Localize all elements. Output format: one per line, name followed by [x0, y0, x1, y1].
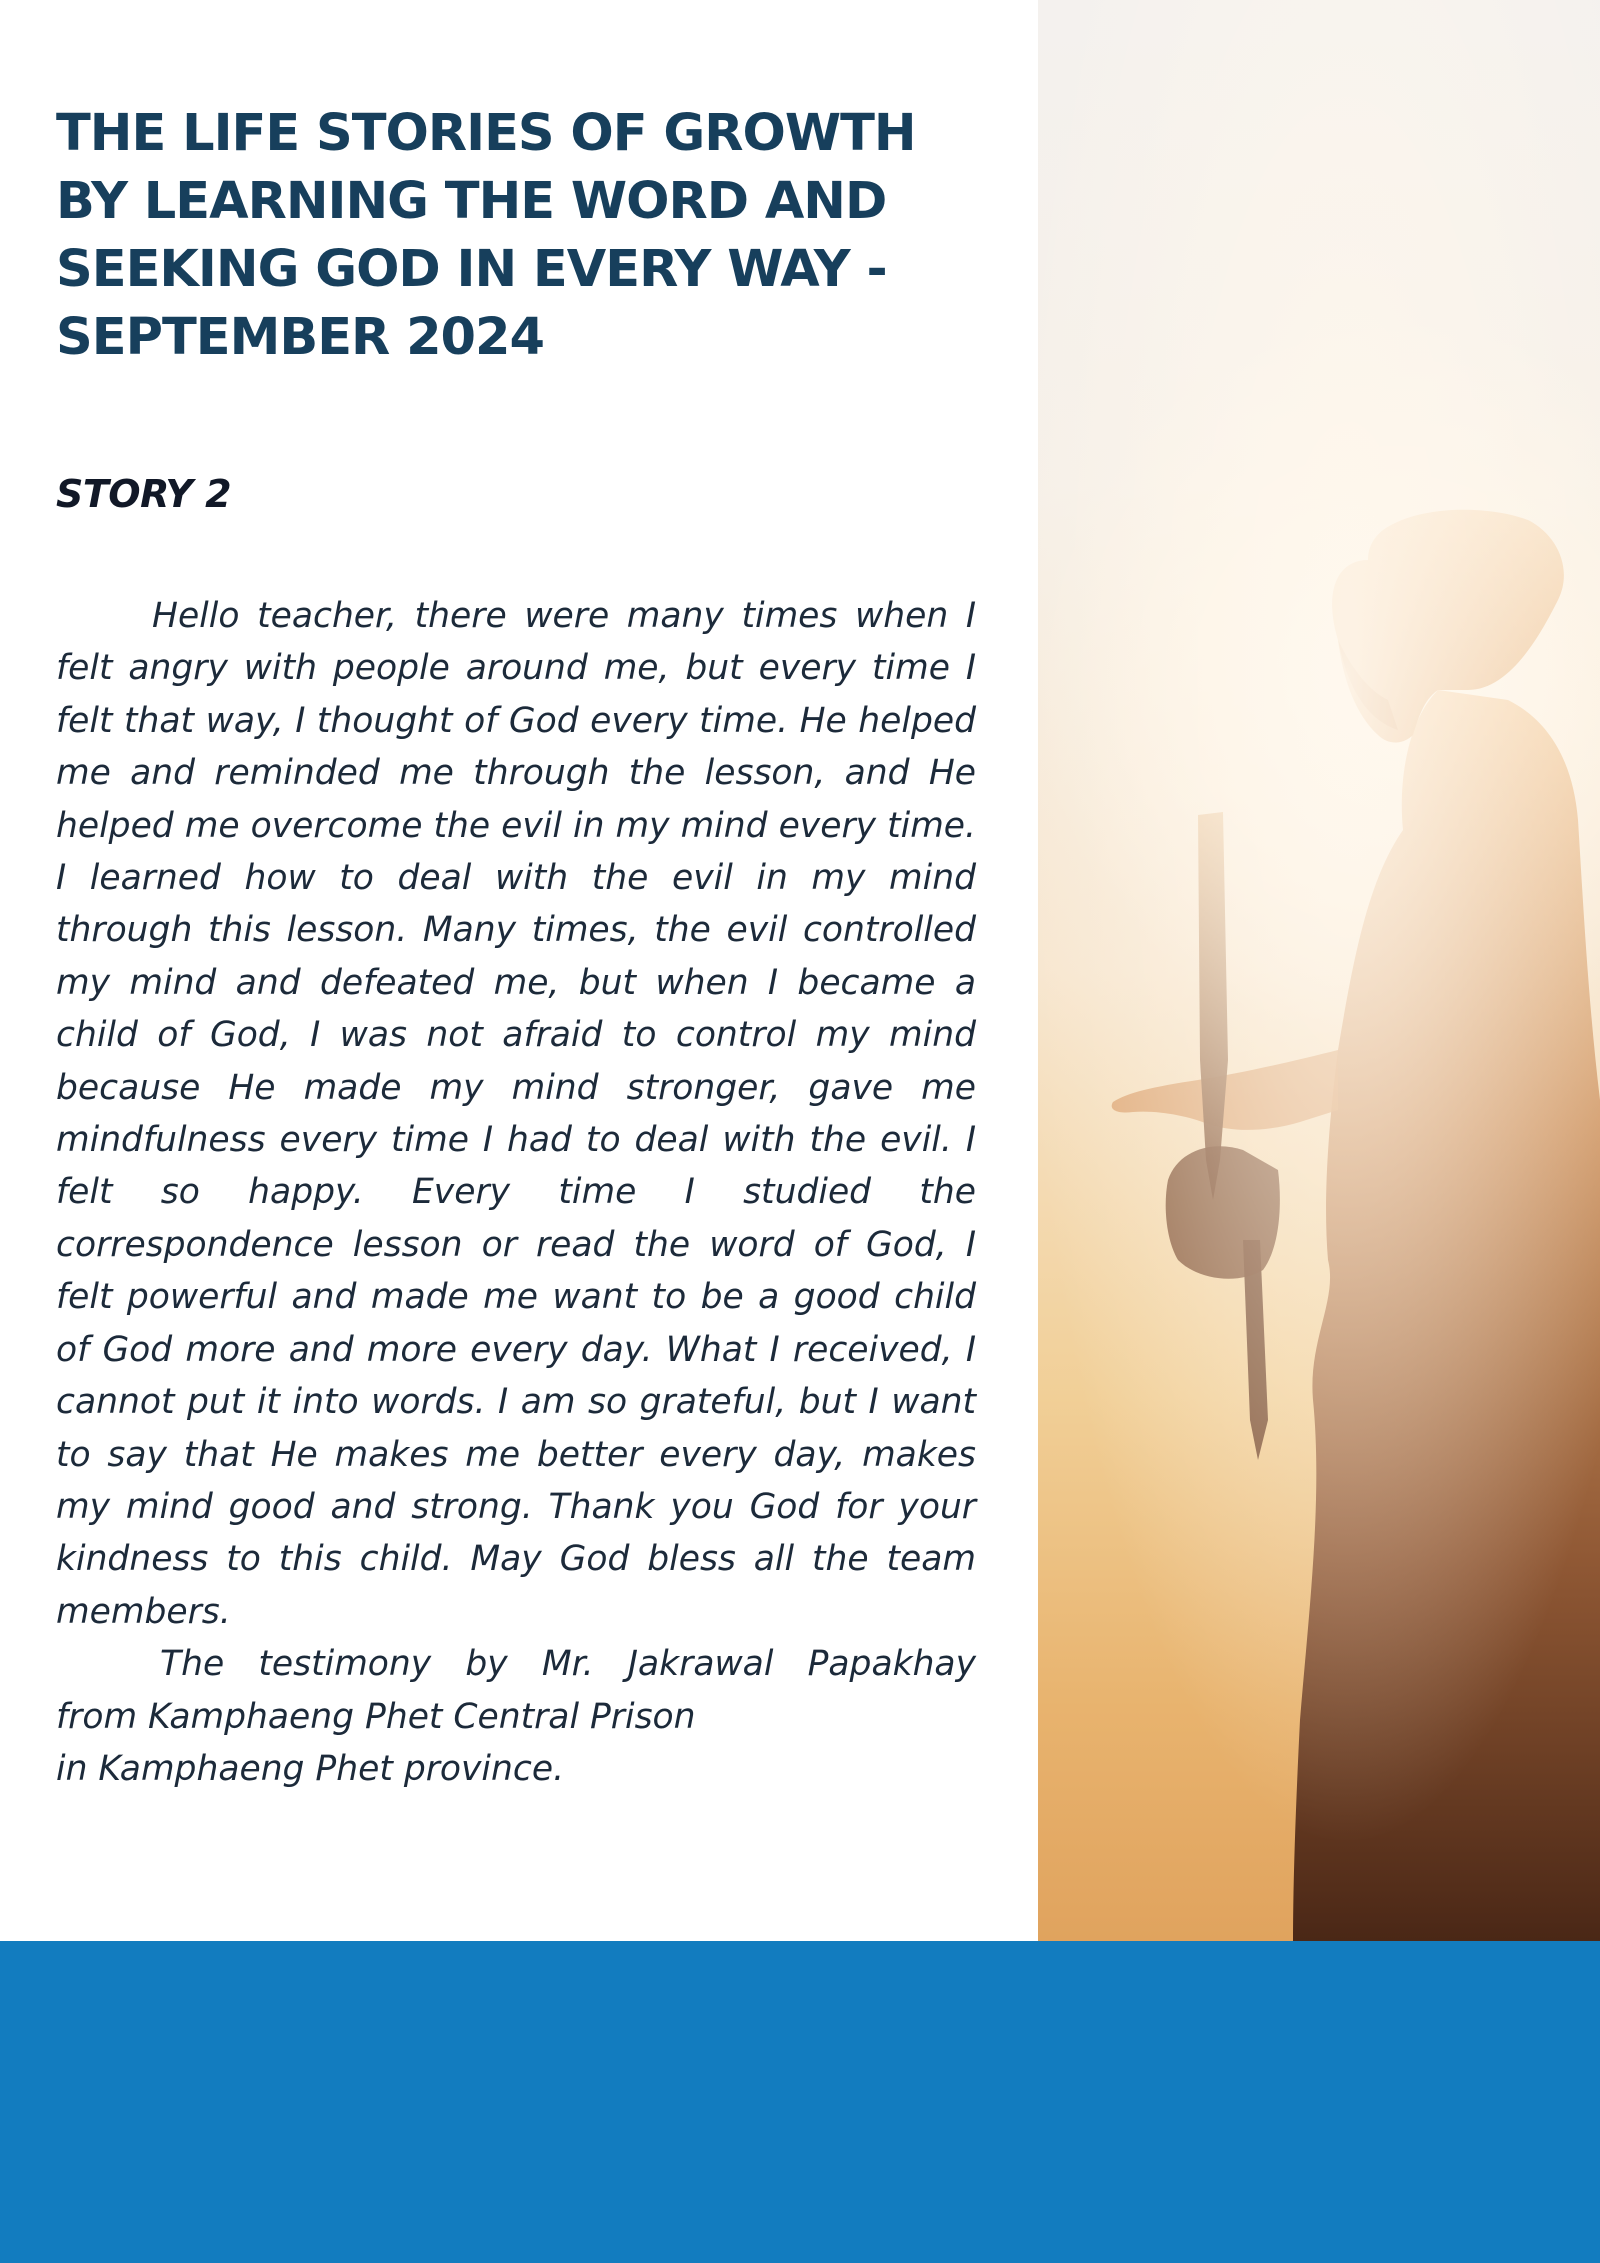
attribution-line: The testimony by Mr. Jakrawal Papakhay — [160, 1644, 976, 1685]
title-line: SEEKING GOD IN EVERY WAY - — [56, 240, 887, 299]
footer-band — [0, 1941, 1600, 2263]
text-column — [56, 100, 976, 1789]
story-paragraph: Hello teacher, there were many times when I felt angry with people around me, but every time I felt that way, I thought of God every time. He helped me and reminded me through the lesson, and He helped me overcome the evil in my mind every time. I learned how to deal with the evil in my mind through this lesson. Many times, the evil controlled my mind and defeated me, but when I became a child of God, I was not afraid to control my mind because He made my mind stronger, gave me mindfulness every time I had to deal with the evil. I felt so happy. Every time I studied the correspondence lesson or read the word of God, I felt powerful and made me want to be a good child of God more and more every day. What I received, I cannot put it into words. I am so grateful, but I want to say that He makes me better every day, makes my mind good and strong. Thank you God for your kindness to this child. May God bless all the team members. — [56, 596, 976, 1632]
title-line: SEPTEMBER 2024 — [56, 308, 545, 367]
attribution-line: from Kamphaeng Phet Central Prison — [56, 1696, 696, 1737]
story-heading: STORY 2 — [56, 472, 232, 516]
story-body — [56, 590, 976, 1795]
title-line: THE LIFE STORIES OF GROWTH — [56, 104, 916, 163]
figure-silhouette-illustration — [1038, 0, 1600, 1941]
page-title — [56, 100, 976, 372]
attribution-line: in Kamphaeng Phet province. — [56, 1748, 565, 1789]
title-line: BY LEARNING THE WORD AND — [56, 172, 887, 231]
hero-photo — [1038, 0, 1600, 1941]
